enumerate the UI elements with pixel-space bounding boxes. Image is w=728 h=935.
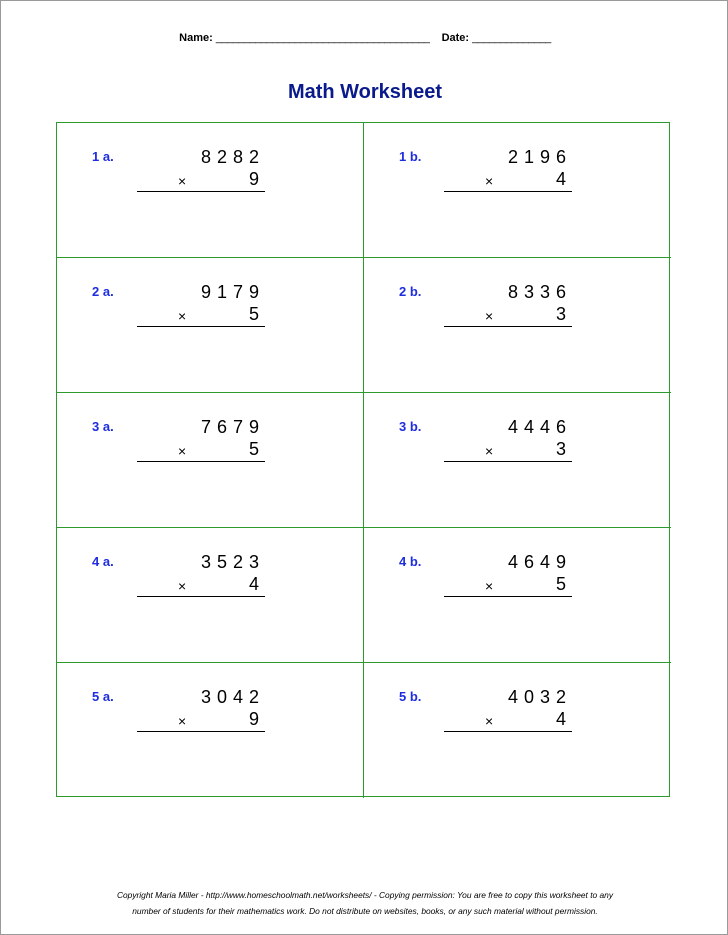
problem-cell xyxy=(364,528,671,663)
name-blank: ______________________________________ xyxy=(215,32,430,44)
problem-label: 5 a. xyxy=(92,689,114,704)
answer-rule xyxy=(444,326,572,327)
problem-cell xyxy=(57,393,364,528)
name-date-line xyxy=(1,32,728,44)
multiplicand: 4649 xyxy=(507,552,572,572)
problem-cell xyxy=(364,663,671,798)
multiplicand: 3523 xyxy=(200,552,265,572)
page-title: Math Worksheet xyxy=(287,81,443,103)
multiplier: 4 xyxy=(555,709,572,729)
problem-label: 5 b. xyxy=(399,689,422,704)
times-sign: × xyxy=(178,173,187,189)
footer-line-2: number of students for their mathematics work. Do not distribute on websites, books, or any such material without permission. xyxy=(132,906,598,916)
problem-cell xyxy=(57,663,364,798)
footer-line-1: Copyright Maria Miller - http://www.homeschoolmath.net/worksheets/ - Copying permission: You are free to copy this worksheet to any xyxy=(116,890,614,900)
problem-cell xyxy=(364,393,671,528)
multiplicand: 8336 xyxy=(507,282,572,302)
times-sign: × xyxy=(485,443,494,459)
answer-rule xyxy=(444,731,572,732)
multiplier: 3 xyxy=(555,439,572,459)
problem-label: 1 b. xyxy=(399,149,422,164)
answer-rule xyxy=(137,461,265,462)
problem-label: 4 b. xyxy=(399,554,422,569)
name-label: Name: xyxy=(179,32,213,44)
answer-rule xyxy=(137,596,265,597)
problem-label: 3 b. xyxy=(399,419,422,434)
answer-rule xyxy=(444,191,572,192)
multiplier: 4 xyxy=(248,574,265,594)
answer-rule xyxy=(137,326,265,327)
answer-rule xyxy=(444,596,572,597)
multiplicand: 3042 xyxy=(200,687,265,707)
date-blank: ______________ xyxy=(472,32,551,44)
problem-label: 2 a. xyxy=(92,284,114,299)
problem-cell xyxy=(57,528,364,663)
multiplier: 5 xyxy=(555,574,572,594)
multiplicand: 7679 xyxy=(200,417,265,437)
times-sign: × xyxy=(485,173,494,189)
times-sign: × xyxy=(178,443,187,459)
problem-label: 1 a. xyxy=(92,149,114,164)
answer-rule xyxy=(137,191,265,192)
multiplier: 4 xyxy=(555,169,572,189)
multiplier: 5 xyxy=(248,439,265,459)
answer-rule xyxy=(444,461,572,462)
multiplier: 5 xyxy=(248,304,265,324)
problem-grid xyxy=(56,122,670,797)
multiplicand: 2196 xyxy=(507,147,572,167)
date-label: Date: xyxy=(441,32,470,44)
problem-label: 4 a. xyxy=(92,554,114,569)
multiplier: 9 xyxy=(248,169,265,189)
problem-cell xyxy=(364,258,671,393)
multiplicand: 9179 xyxy=(200,282,265,302)
multiplicand: 4032 xyxy=(507,687,572,707)
problem-label: 3 a. xyxy=(92,419,114,434)
answer-rule xyxy=(137,731,265,732)
times-sign: × xyxy=(485,713,494,729)
multiplier: 3 xyxy=(555,304,572,324)
problem-label: 2 b. xyxy=(399,284,422,299)
times-sign: × xyxy=(178,713,187,729)
times-sign: × xyxy=(178,308,187,324)
multiplier: 9 xyxy=(248,709,265,729)
times-sign: × xyxy=(485,308,494,324)
problem-cell xyxy=(57,258,364,393)
multiplicand: 8282 xyxy=(200,147,265,167)
multiplicand: 4446 xyxy=(507,417,572,437)
times-sign: × xyxy=(485,578,494,594)
times-sign: × xyxy=(178,578,187,594)
problem-cell xyxy=(57,123,364,258)
problem-cell xyxy=(364,123,671,258)
copyright-footer xyxy=(1,887,728,919)
